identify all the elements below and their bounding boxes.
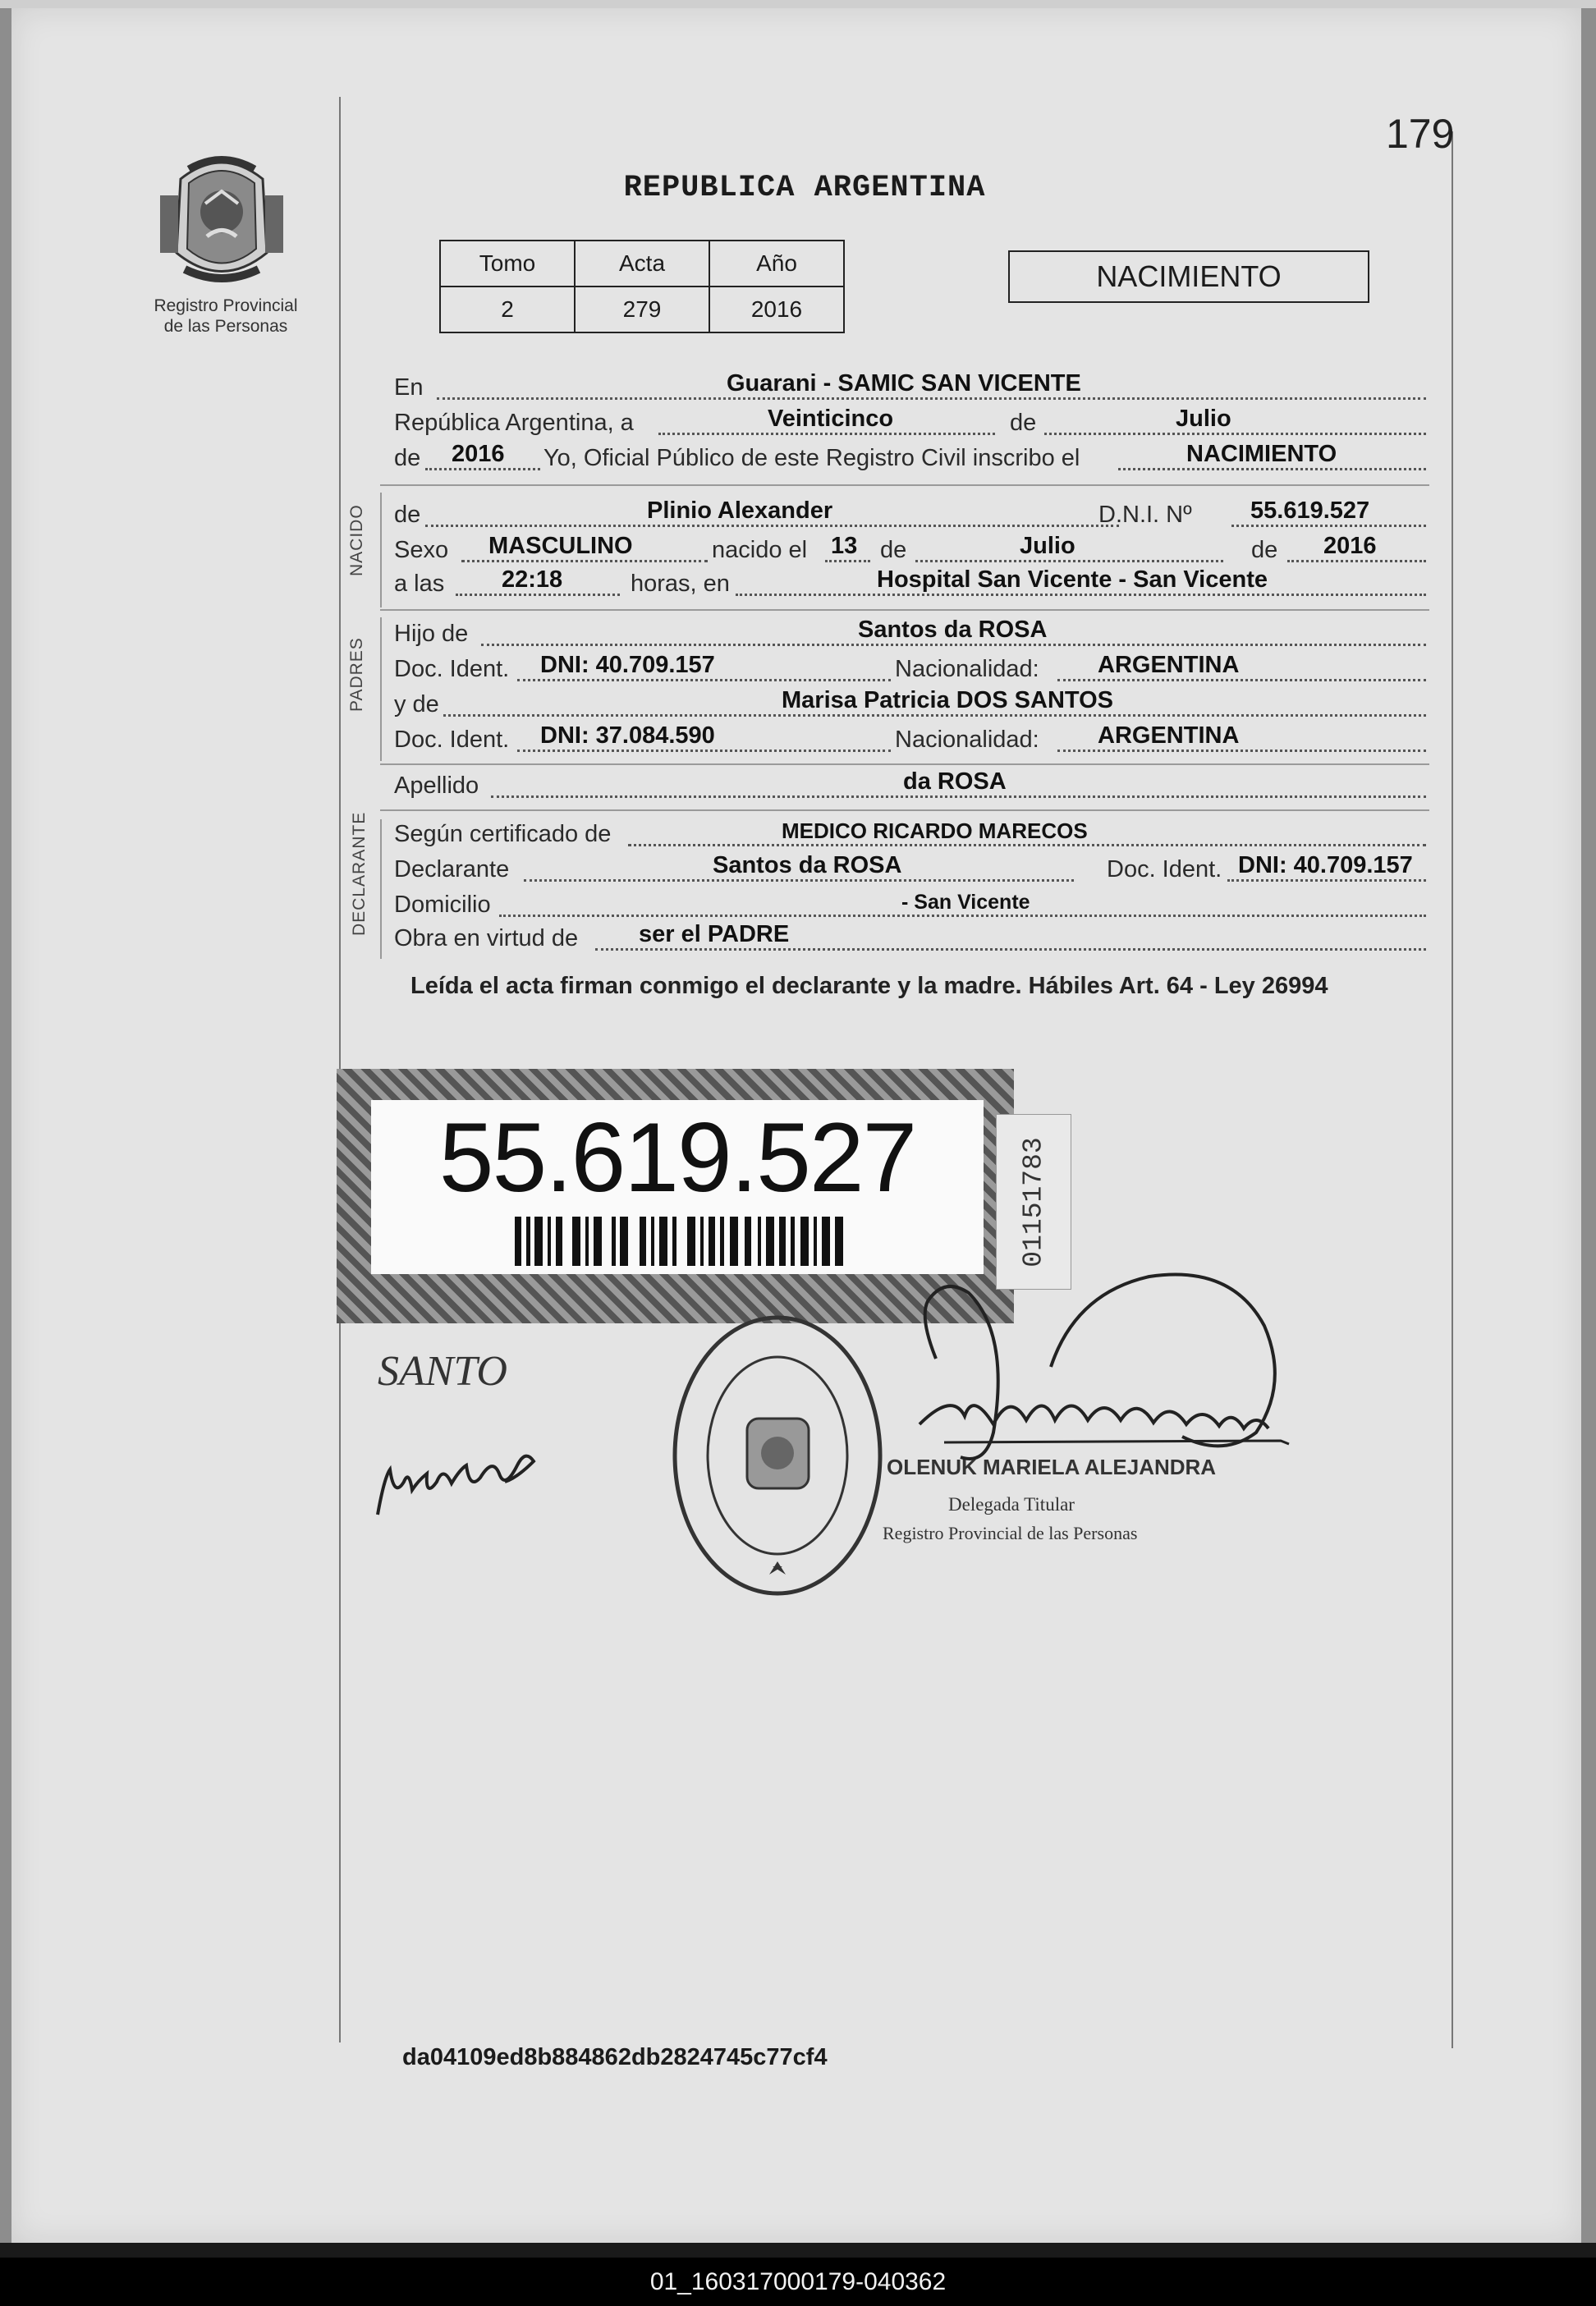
dotted-line bbox=[456, 594, 620, 596]
registry-anio: 2016 bbox=[709, 287, 844, 332]
dotted-line bbox=[1231, 525, 1426, 527]
dotted-line bbox=[595, 948, 1426, 951]
dotted-line bbox=[1227, 879, 1426, 882]
file-id: 01_160317000179-040362 bbox=[649, 2268, 947, 2295]
value-hora: 22:18 bbox=[502, 566, 563, 593]
section-divider bbox=[380, 809, 1429, 811]
seal-caption-line2: de las Personas bbox=[163, 317, 288, 336]
label-en: En bbox=[394, 374, 424, 401]
registry-acta: 279 bbox=[575, 287, 709, 332]
page-number: 179 bbox=[1386, 111, 1455, 157]
registry-header-anio: Año bbox=[709, 241, 844, 287]
value-declarante: Santos da ROSA bbox=[713, 852, 902, 878]
registry-header-row bbox=[440, 241, 844, 287]
label-domicilio: Domicilio bbox=[394, 892, 491, 918]
value-apellido: da ROSA bbox=[903, 768, 1007, 795]
dotted-line bbox=[499, 915, 1426, 917]
value-lugar-nac: Hospital San Vicente - San Vicente bbox=[877, 566, 1268, 593]
dotted-line bbox=[1057, 750, 1426, 752]
label-oficial: Yo, Oficial Público de este Registro Civil inscribo el bbox=[543, 445, 1080, 471]
row-declarante bbox=[394, 852, 1429, 887]
seal-caption-line1: Registro Provincial bbox=[154, 296, 298, 315]
section-label-padres: PADRES bbox=[347, 637, 366, 712]
label-certificado: Según certificado de bbox=[394, 821, 612, 847]
dotted-line bbox=[825, 560, 870, 562]
value-certificado: MEDICO RICARDO MARECOS bbox=[782, 818, 1088, 843]
registry-header-acta: Acta bbox=[575, 241, 709, 287]
declarante-bracket bbox=[380, 819, 382, 959]
dotted-line bbox=[425, 525, 1119, 527]
row-obra bbox=[394, 921, 1429, 956]
section-divider bbox=[380, 484, 1429, 486]
value-dia-nac: 13 bbox=[831, 533, 858, 559]
value-madre-nac: ARGENTINA bbox=[1098, 722, 1240, 749]
madre-signature-icon bbox=[361, 1433, 550, 1531]
right-margin-line bbox=[1452, 131, 1453, 2048]
section-label-nacido: NACIDO bbox=[347, 504, 366, 576]
label-doc-declarante: Doc. Ident. bbox=[1107, 856, 1222, 883]
label-obra: Obra en virtud de bbox=[394, 925, 579, 951]
record-type-box: NACIMIENTO bbox=[1008, 250, 1369, 303]
dotted-line bbox=[481, 644, 1426, 646]
official-stamp-icon bbox=[669, 1312, 887, 1599]
row-padre-doc bbox=[394, 652, 1429, 686]
value-padre: Santos da ROSA bbox=[858, 617, 1048, 643]
label-de-nombre: de bbox=[394, 502, 421, 528]
label-dni: D.N.I. Nº bbox=[1098, 502, 1192, 528]
dni-sticker-number: 55.619.527 bbox=[438, 1103, 916, 1213]
registry-header-tomo: Tomo bbox=[440, 241, 575, 287]
label-y-de: y de bbox=[394, 691, 439, 717]
value-padre-doc: DNI: 40.709.157 bbox=[540, 652, 715, 678]
value-anio-nac: 2016 bbox=[1323, 533, 1377, 559]
row-hora bbox=[394, 566, 1429, 601]
dotted-line bbox=[517, 750, 891, 752]
official-office: Registro Provincial de las Personas bbox=[883, 1523, 1138, 1543]
dotted-line bbox=[628, 844, 1426, 846]
value-dia: Veinticinco bbox=[768, 406, 894, 432]
value-inscribe: NACIMIENTO bbox=[1186, 441, 1337, 467]
row-padre bbox=[394, 617, 1429, 651]
label-hijo-de: Hijo de bbox=[394, 621, 469, 647]
value-doc-declarante: DNI: 40.709.157 bbox=[1238, 852, 1413, 878]
dotted-line bbox=[736, 594, 1426, 596]
value-lugar-inscripcion: Guarani - SAMIC SAN VICENTE bbox=[727, 370, 1081, 397]
label-de-anio: de bbox=[1251, 537, 1278, 563]
registry-value-row bbox=[440, 287, 844, 332]
dotted-line bbox=[524, 879, 1074, 882]
label-nac-padre: Nacionalidad: bbox=[895, 656, 1039, 682]
dotted-line bbox=[1057, 679, 1426, 681]
section-divider bbox=[380, 763, 1429, 765]
seal-caption bbox=[140, 296, 312, 337]
value-sexo: MASCULINO bbox=[488, 533, 633, 559]
label-declarante: Declarante bbox=[394, 856, 510, 883]
row-en bbox=[394, 370, 1429, 405]
document-hash: da04109ed8b884862db2824745c77cf4 bbox=[402, 2044, 828, 2070]
section-divider bbox=[380, 609, 1429, 611]
dni-sticker-label bbox=[371, 1100, 984, 1274]
registry-tomo: 2 bbox=[440, 287, 575, 332]
dotted-line bbox=[491, 795, 1426, 798]
dotted-line bbox=[443, 714, 1426, 717]
row-sexo bbox=[394, 533, 1429, 567]
scan-bottom-edge bbox=[0, 2243, 1596, 2258]
value-domicilio: - San Vicente bbox=[901, 891, 1030, 914]
label-a-las: a las bbox=[394, 571, 445, 597]
row-madre bbox=[394, 687, 1429, 722]
scan-top-edge bbox=[0, 0, 1596, 8]
value-madre: Marisa Patricia DOS SANTOS bbox=[782, 687, 1114, 713]
value-mes-nac: Julio bbox=[1020, 533, 1075, 559]
dotted-line bbox=[915, 560, 1223, 562]
value-padre-nac: ARGENTINA bbox=[1098, 652, 1240, 678]
value-obra: ser el PADRE bbox=[639, 921, 790, 947]
misiones-seal-icon bbox=[156, 146, 287, 290]
nacido-bracket bbox=[380, 493, 382, 607]
file-id-bar bbox=[0, 2258, 1596, 2306]
label-apellido: Apellido bbox=[394, 772, 479, 799]
country-title: REPUBLICA ARGENTINA bbox=[623, 171, 986, 205]
label-republica: República Argentina, a bbox=[394, 410, 634, 436]
row-nombre bbox=[394, 497, 1429, 532]
value-mes: Julio bbox=[1176, 406, 1231, 432]
registry-table bbox=[439, 240, 845, 333]
serial-number: 01151783 bbox=[1018, 1137, 1049, 1268]
row-apellido bbox=[394, 768, 1429, 803]
declarante-signature bbox=[374, 1342, 538, 1400]
value-anio: 2016 bbox=[452, 441, 505, 467]
padres-bracket bbox=[380, 617, 382, 761]
label-nacido-el: nacido el bbox=[712, 537, 808, 563]
label-de2: de bbox=[394, 445, 421, 471]
label-sexo: Sexo bbox=[394, 537, 449, 563]
row-certificado bbox=[394, 820, 1429, 851]
label-nac-madre: Nacionalidad: bbox=[895, 727, 1039, 753]
legal-note: Leída el acta firman conmigo el declarante y la madre. Hábiles Art. 64 - Ley 26994 bbox=[410, 973, 1328, 999]
value-madre-doc: DNI: 37.084.590 bbox=[540, 722, 715, 749]
value-dni: 55.619.527 bbox=[1250, 497, 1370, 524]
label-doc-madre: Doc. Ident. bbox=[394, 727, 510, 753]
dotted-line bbox=[425, 468, 540, 470]
dotted-line bbox=[461, 560, 708, 562]
serial-label bbox=[996, 1114, 1071, 1290]
row-oficial bbox=[394, 441, 1429, 475]
dotted-line bbox=[1287, 560, 1426, 562]
barcode-icon bbox=[515, 1217, 843, 1266]
value-nombre: Plinio Alexander bbox=[647, 497, 833, 524]
label-de: de bbox=[1010, 410, 1037, 436]
row-fecha bbox=[394, 406, 1429, 440]
dotted-line bbox=[1118, 468, 1426, 470]
section-label-declarante: DECLARANTE bbox=[350, 811, 369, 936]
dotted-line bbox=[517, 679, 891, 681]
dotted-line bbox=[1044, 433, 1426, 435]
row-domicilio bbox=[394, 891, 1429, 922]
dotted-line bbox=[658, 433, 995, 435]
label-doc-padre: Doc. Ident. bbox=[394, 656, 510, 682]
official-name: OLENUK MARIELA ALEJANDRA bbox=[887, 1455, 1217, 1479]
official-role: Delegada Titular bbox=[948, 1494, 1075, 1515]
label-horas-en: horas, en bbox=[631, 571, 730, 597]
label-de-mes: de bbox=[880, 537, 907, 563]
row-madre-doc bbox=[394, 722, 1429, 757]
dotted-line bbox=[437, 397, 1426, 400]
declarante-signature-text: SANTO bbox=[378, 1348, 507, 1395]
